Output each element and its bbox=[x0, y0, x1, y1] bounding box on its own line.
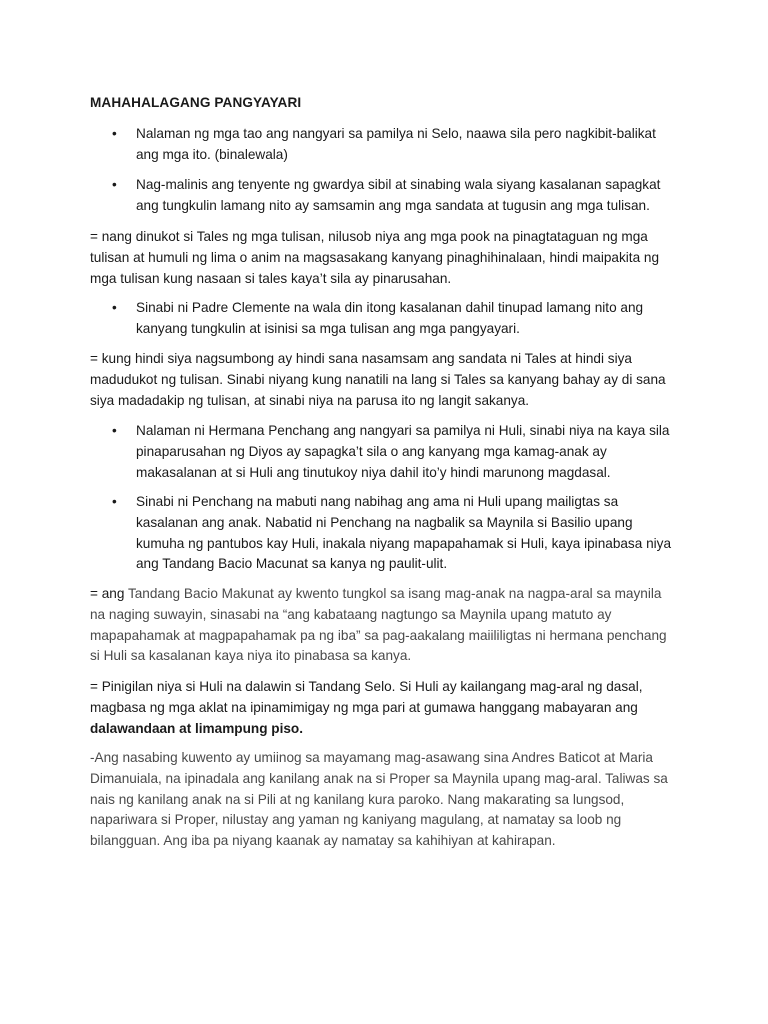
paragraph: = nang dinukot si Tales ng mga tulisan, nilusob niya ang mga pook na pinagtataguan ng mga tulisan at humuli ng lima o anim na magsasakang kanyang pinaghihinalaan, hindi maipakita ng mga tulisan kung nasaan si tales kaya’t sila ay pinarusahan. bbox=[90, 229, 660, 286]
emphasized-amount: dalawandaan at limampung piso. bbox=[90, 720, 304, 736]
bullet-text: Sinabi ni Penchang na mabuti nang nabihag ang ama ni Huli upang mailigtas sa kasalanan ang anak. Nabatid ni Penchang na nagbalik sa Maynila si Basilio upang kumuha ng pantubos kay Huli, inakala niyang mapapahamak si Huli, kaya ipinabasa niya ang Tandang Bacio Macunat sa kanya ng paulit-ulit. bbox=[136, 494, 672, 572]
bullet-icon: • bbox=[112, 126, 117, 141]
paragraph bbox=[90, 677, 680, 739]
bullet-icon: • bbox=[112, 177, 117, 192]
paragraph: = kung hindi siya nagsumbong ay hindi sana nasamsam ang sandata ni Tales at hindi siya madudukot ng tulisan. Sinabi niyang kung nanatili na lang si Tales sa kanyang bahay ay di sana siya madadakip ng tulisan, at sinabi niya na parusa ito ng langit sakanya. bbox=[90, 351, 666, 408]
paragraph-text: Tandang Bacio Makunat ay kwento tungkol sa isang mag-anak na nagpa-aral sa maynila na naging suwayin, sinasabi na “ang kabataang nagtungo sa Maynila upang matuto ay mapapahamak at magpapahamak pa ng iba” sa pag-aakalang maiililigtas ni hermana penchang si Huli sa kasalanan kaya niya ito pinabasa sa kanya. bbox=[90, 586, 667, 664]
paragraph: -Ang nasabing kuwento ay umiinog sa mayamang mag-asawang sina Andres Baticot at Maria Dimanuiala, na ipinadala ang kanilang anak na si Proper sa Maynila upang mag-aral. Taliwas sa nais ng kanilang anak na si Pili at ng kanilang kura paroko. Nang makarating sa lungsod, napariwara si Proper, nilustay ang yaman ng kaniyang magulang, at namatay sa loob ng bilangguan. Ang iba pa niyang kaanak ay namatay sa kahihiyan at kahirapan. bbox=[90, 750, 668, 849]
document-title: MAHAHALAGANG PANGYAYARI bbox=[90, 95, 302, 110]
paragraph-text: = Pinigilan niya si Huli na dalawin si Tandang Selo. Si Huli ay kailangang mag-aral ng dasal, magbasa ng mga aklat na ipinamimigay ng mga pari at gumawa hanggang mabayaran ang bbox=[90, 679, 643, 715]
bullet-text: Nalaman ng mga tao ang nangyari sa pamilya ni Selo, naawa sila pero nagkibit-balikat ang mga ito. (binalewala) bbox=[136, 126, 656, 162]
bullet-text: Nalaman ni Hermana Penchang ang nangyari sa pamilya ni Huli, sinabi niya na kaya sila pinaparusahan ng Diyos ay sapagka’t sila o ang kanyang mga kamag-anak ay makasalanan at si Huli ang tinutukoy niya dahil ito’y hindi marunong magdasal. bbox=[136, 423, 670, 480]
bullet-text: Sinabi ni Padre Clemente na wala din itong kasalanan dahil tinupad lamang nito ang kanyang tungkulin at isinisi sa mga tulisan ang mga pangyayari. bbox=[136, 300, 644, 336]
bullet-icon: • bbox=[112, 494, 117, 509]
bullet-icon: • bbox=[112, 423, 117, 438]
bullet-icon: • bbox=[112, 300, 117, 315]
paragraph bbox=[90, 584, 680, 667]
paragraph-prefix: = ang bbox=[90, 586, 128, 601]
bullet-text: Nag-malinis ang tenyente ng gwardya sibil at sinabing wala siyang kasalanan sapagkat ang tungkulin lamang nito ay samsamin ang mga sandata at tugusin ang mga tulisan. bbox=[136, 177, 661, 213]
